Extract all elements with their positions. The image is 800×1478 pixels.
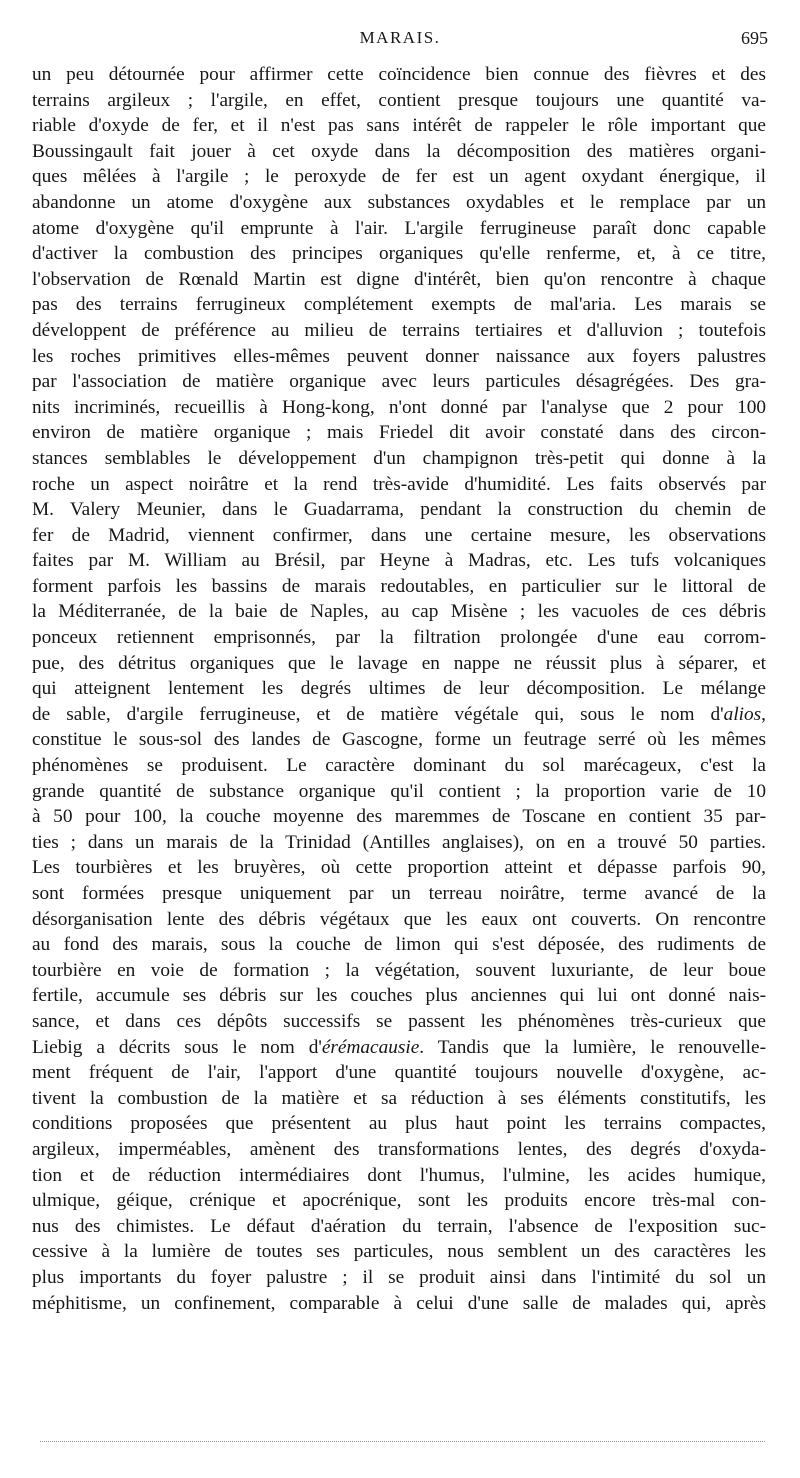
text-line: par l'association de matière organique avec leurs particules désagrégées. Des gra- [32, 371, 766, 393]
text-line: ulmique, géique, crénique et apocrénique, sont les produits encore très-mal con- [32, 1190, 766, 1212]
text-line: abandonne un atome d'oxygène aux substances oxydables et le remplace par un [32, 191, 766, 213]
text-line: ponceux retiennent emprisonnés, par la filtration prolongée d'une eau corrom- [32, 627, 766, 649]
text-line: Boussingault fait jouer à cet oxyde dans la décomposition des matières organi- [32, 140, 766, 162]
text-line: conditions proposées que présentent au plus haut point les terrains compactes, [32, 1113, 766, 1135]
page-header [32, 28, 768, 54]
text-line: riable d'oxyde de fer, et il n'est pas sans intérêt de rappeler le rôle important que [32, 115, 766, 137]
text-line: de sable, d'argile ferrugineuse, et de matière végétale qui, sous le nom d'alios, [32, 703, 766, 725]
text-line: pue, des détritus organiques que le lavage en nappe ne réussit plus à séparer, et [32, 652, 766, 674]
text-line: plus importants du foyer palustre ; il se produit ainsi dans l'intimité du sol un [32, 1266, 766, 1288]
text-line: ques mêlées à l'argile ; le peroxyde de fer est un agent oxydant énergique, il [32, 166, 766, 188]
text-line: Liebig a décrits sous le nom d'érémacausie. Tandis que la lumière, le renouvelle- [32, 1036, 766, 1058]
text-line: tion et de réduction intermédiaires dont l'humus, l'ulmine, les acides humique, [32, 1164, 766, 1186]
text-line: argileux, imperméables, amènent des transformations lentes, des degrés d'oxyda- [32, 1138, 766, 1160]
text-line: fer de Madrid, viennent confirmer, dans une certaine mesure, les observations [32, 524, 766, 546]
text-line: ties ; dans un marais de la Trinidad (Antilles anglaises), on en a trouvé 50 parties. [32, 831, 766, 853]
text-line: les roches primitives elles-mêmes peuvent donner naissance aux foyers palustres [32, 345, 766, 367]
text-line: environ de matière organique ; mais Friedel dit avoir constaté dans des circon- [32, 422, 766, 444]
page-number: 695 [741, 28, 768, 48]
text-line: à 50 pour 100, la couche moyenne des maremmes de Toscane en contient 35 par- [32, 806, 766, 828]
text-line: atome d'oxygène qu'il emprunte à l'air. L'argile ferrugineuse paraît donc capable [32, 217, 766, 239]
text-line: grande quantité de substance organique qu'il contient ; la proportion varie de 10 [32, 780, 766, 802]
text-line: faites par M. William au Brésil, par Heyne à Madras, etc. Les tufs volcaniques [32, 550, 766, 572]
body-text [32, 62, 766, 1316]
text-line: forment parfois les bassins de marais redoutables, en particulier sur le littoral de [32, 575, 766, 597]
text-line: qui atteignent lentement les degrés ultimes de leur décomposition. Le mélange [32, 678, 766, 700]
running-head: MARAIS. [359, 28, 441, 47]
footer-rule [40, 1441, 765, 1442]
text-line: d'activer la combustion des principes organiques qu'elle renferme, et, à ce titre, [32, 243, 766, 265]
text-line: ment fréquent de l'air, l'apport d'une quantité toujours nouvelle d'oxygène, ac- [32, 1062, 766, 1084]
text-line: développent de préférence au milieu de terrains tertiaires et d'alluvion ; toutefois [32, 319, 766, 341]
text-line: fertile, accumule ses débris sur les couches plus anciennes qui lui ont donné nais- [32, 985, 766, 1007]
text-line: la Méditerranée, de la baie de Naples, au cap Misène ; les vacuoles de ces débris [32, 601, 766, 623]
text-line: tourbière en voie de formation ; la végétation, souvent luxuriante, de leur boue [32, 959, 766, 981]
text-line: stances semblables le développement d'un champignon très-petit qui donne à la [32, 447, 766, 469]
text-line: un peu détournée pour affirmer cette coïncidence bien connue des fièvres et des [32, 64, 766, 85]
text-line: désorganisation lente des débris végétaux que les eaux ont couverts. On rencontre [32, 908, 766, 930]
text-line: roche un aspect noirâtre et la rend très-avide d'humidité. Les faits observés par [32, 473, 766, 495]
text-line: cessive à la lumière de toutes ses particules, nous semblent un des caractères les [32, 1241, 766, 1263]
text-line: nits incriminés, recueillis à Hong-kong, n'ont donné par l'analyse que 2 pour 100 [32, 396, 766, 418]
text-line: terrains argileux ; l'argile, en effet, contient presque toujours une quantité va- [32, 89, 766, 111]
text-line: méphitisme, un confinement, comparable à celui d'une salle de malades qui, après [32, 1292, 766, 1314]
text-line: Les tourbières et les bruyères, où cette proportion atteint et dépasse parfois 90, [32, 857, 766, 879]
text-line: tivent la combustion de la matière et sa réduction à ses éléments constitutifs, les [32, 1087, 766, 1109]
text-line: sance, et dans ces dépôts successifs se passent les phénomènes très-curieux que [32, 1010, 766, 1032]
text-line: sont formées presque uniquement par un terreau noirâtre, terme avancé de la [32, 883, 766, 904]
text-line: pas des terrains ferrugineux complétement exempts de mal'aria. Les marais se [32, 294, 766, 316]
text-line: l'observation de Rœnald Martin est digne d'intérêt, bien qu'on rencontre à chaque [32, 268, 766, 290]
text-line: phénomènes se produisent. Le caractère dominant du sol marécageux, c'est la [32, 755, 766, 777]
text-line: constitue le sous-sol des landes de Gascogne, forme un feutrage serré où les mêmes [32, 729, 766, 751]
text-line: nus des chimistes. Le défaut d'aération du terrain, l'absence de l'exposition suc- [32, 1215, 766, 1237]
text-line: au fond des marais, sous la couche de limon qui s'est déposée, des rudiments de [32, 934, 766, 956]
text-line: M. Valery Meunier, dans le Guadarrama, pendant la construction du chemin de [32, 499, 766, 521]
